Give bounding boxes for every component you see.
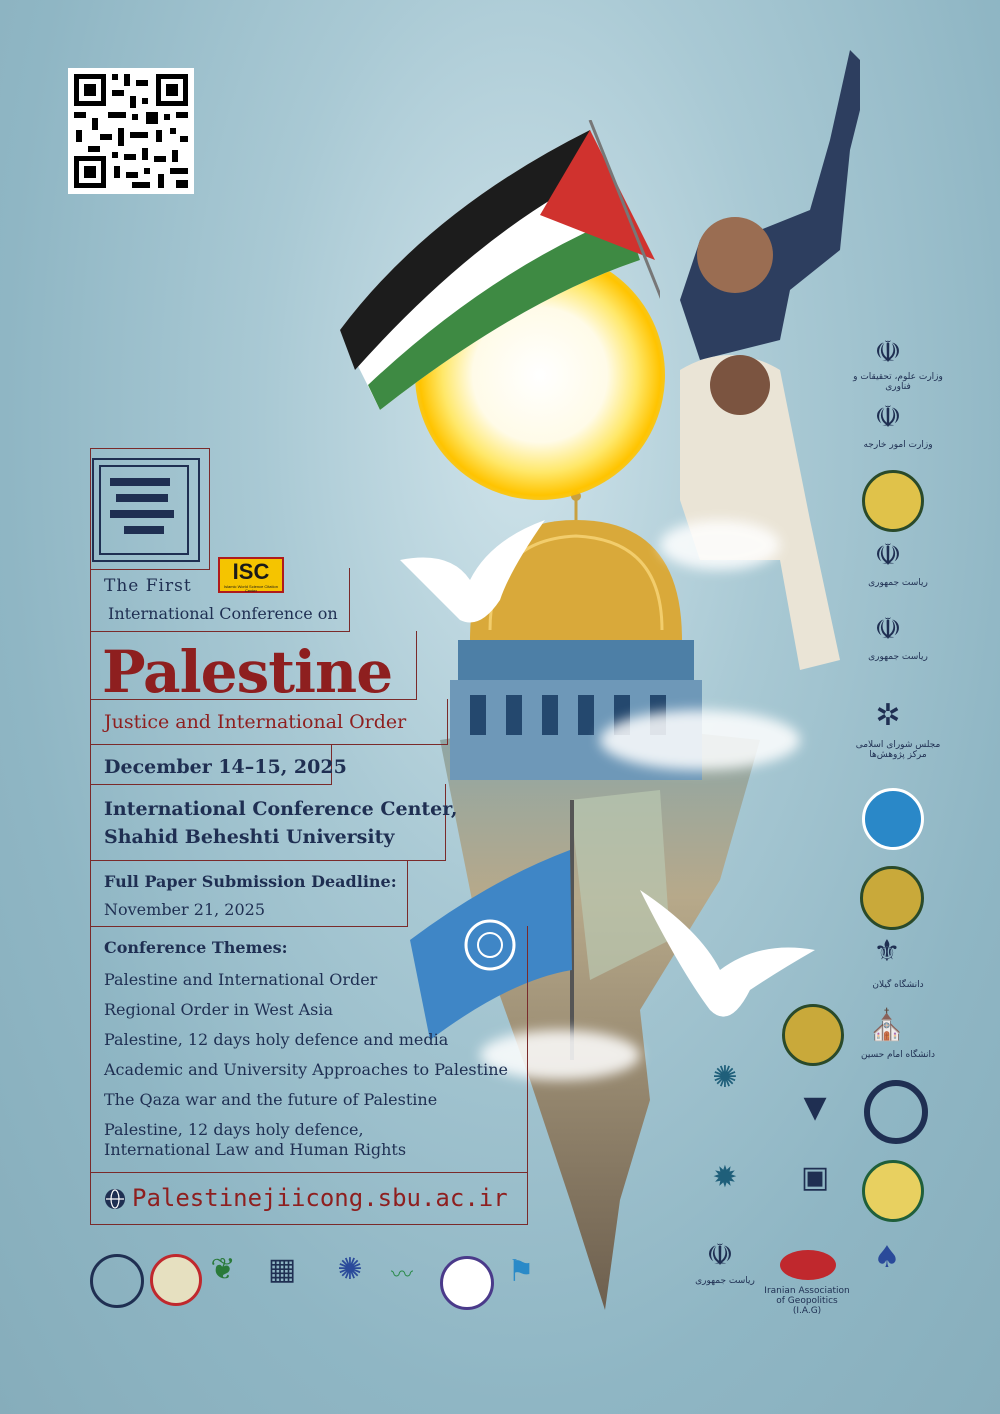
cloud bbox=[600, 710, 800, 770]
sponsor-emblem-icon: ❦ bbox=[210, 1252, 236, 1287]
isc-sublabel: Islamic World Science Citation Center bbox=[224, 584, 278, 593]
university-emblem-icon: ⛪ bbox=[868, 1008, 906, 1043]
isc-label: ISC bbox=[232, 559, 270, 584]
sponsor-seal-icon bbox=[90, 1254, 144, 1308]
army-seal-icon bbox=[862, 470, 924, 532]
conference-subtitle: Justice and International Order bbox=[104, 711, 407, 733]
parliament-emblem-icon: ✲ bbox=[875, 698, 901, 733]
iran-emblem-icon: ☫ bbox=[874, 400, 902, 435]
venue-line-2: Shahid Beheshti University bbox=[104, 826, 395, 848]
islamic-institute-emblem-icon: ✹ bbox=[712, 1160, 738, 1195]
conference-type: International Conference on bbox=[108, 604, 338, 623]
conference-dates: December 14–15, 2025 bbox=[104, 756, 347, 778]
cloud bbox=[660, 520, 780, 570]
sponsor-emblem-icon: ✺ bbox=[337, 1252, 363, 1287]
sponsor-caption: وزارت امور خارجه bbox=[863, 440, 933, 450]
university-emblem-icon: ⚜ bbox=[873, 934, 901, 969]
defense-seal-icon bbox=[862, 1160, 924, 1222]
malek-ashtar-seal-icon bbox=[864, 1080, 928, 1144]
conference-title: Palestine bbox=[102, 638, 393, 706]
globe-icon bbox=[104, 1188, 126, 1210]
frame-venue bbox=[90, 784, 446, 861]
sponsor-emblem-icon: ⚑ bbox=[507, 1254, 535, 1289]
sponsor-caption: ریاست جمهوری bbox=[695, 1276, 755, 1286]
theme-item: Regional Order in West Asia bbox=[104, 1000, 334, 1019]
sponsor-caption: دانشگاه گیلان bbox=[872, 980, 924, 990]
iran-emblem-icon: ☫ bbox=[874, 612, 902, 647]
theme-item: International Law and Human Rights bbox=[104, 1140, 407, 1159]
theme-item: Palestine, 12 days holy defence and media bbox=[104, 1030, 449, 1049]
book-emblem-icon: ▣ bbox=[800, 1160, 830, 1195]
geopolitics-seal-icon bbox=[780, 1250, 836, 1280]
qr-code[interactable] bbox=[68, 68, 194, 194]
palestine-flag bbox=[320, 120, 660, 420]
sponsor-seal-icon bbox=[440, 1256, 494, 1310]
themes-label: Conference Themes: bbox=[104, 938, 288, 957]
frame-logo bbox=[90, 448, 210, 570]
university-emblem-icon: ▼ bbox=[803, 1090, 827, 1125]
deadline-date: November 21, 2025 bbox=[104, 900, 266, 919]
sponsor-caption: دانشگاه امام حسین bbox=[861, 1050, 935, 1060]
sponsor-emblem-icon: 〰 bbox=[390, 1263, 413, 1288]
iran-emblem-icon: ☫ bbox=[874, 538, 902, 573]
theme-item: The Qaza war and the future of Palestine bbox=[104, 1090, 438, 1109]
research-institute-emblem-icon: ✺ bbox=[712, 1060, 738, 1095]
sponsor-emblem-icon: ▦ bbox=[267, 1252, 297, 1287]
azad-university-emblem-icon: ♠ bbox=[873, 1240, 901, 1275]
iran-emblem-icon: ☫ bbox=[874, 335, 902, 370]
venue-line-1: International Conference Center, bbox=[104, 798, 458, 820]
sponsor-caption: مجلس شورای اسلامی مرکز پژوهش‌ها bbox=[855, 740, 941, 760]
theme-item: Academic and University Approaches to Palestine bbox=[104, 1060, 508, 1079]
theme-item: Palestine and International Order bbox=[104, 970, 378, 989]
conference-ordinal: The First bbox=[104, 576, 192, 596]
iran-emblem-icon: ☫ bbox=[706, 1238, 734, 1273]
theme-item: Palestine, 12 days holy defence, bbox=[104, 1120, 364, 1139]
sponsor-caption: وزارت علوم، تحقیقات و فناوری bbox=[853, 372, 943, 392]
deadline-label: Full Paper Submission Deadline: bbox=[104, 872, 397, 891]
dove-icon bbox=[400, 520, 550, 640]
sponsor-seal-icon bbox=[150, 1254, 202, 1306]
sponsor-caption: ریاست جمهوری bbox=[868, 652, 928, 662]
university-of-tehran-seal-icon bbox=[862, 788, 924, 850]
protesters bbox=[640, 40, 860, 680]
website-link[interactable]: Palestinejiicong.sbu.ac.ir bbox=[132, 1184, 508, 1212]
military-seal-icon bbox=[860, 866, 924, 930]
sponsor-caption: ریاست جمهوری bbox=[868, 578, 928, 588]
sponsor-caption: Iranian Association of Geopolitics (I.A.G) bbox=[764, 1286, 850, 1316]
military-seal-icon bbox=[782, 1004, 844, 1066]
